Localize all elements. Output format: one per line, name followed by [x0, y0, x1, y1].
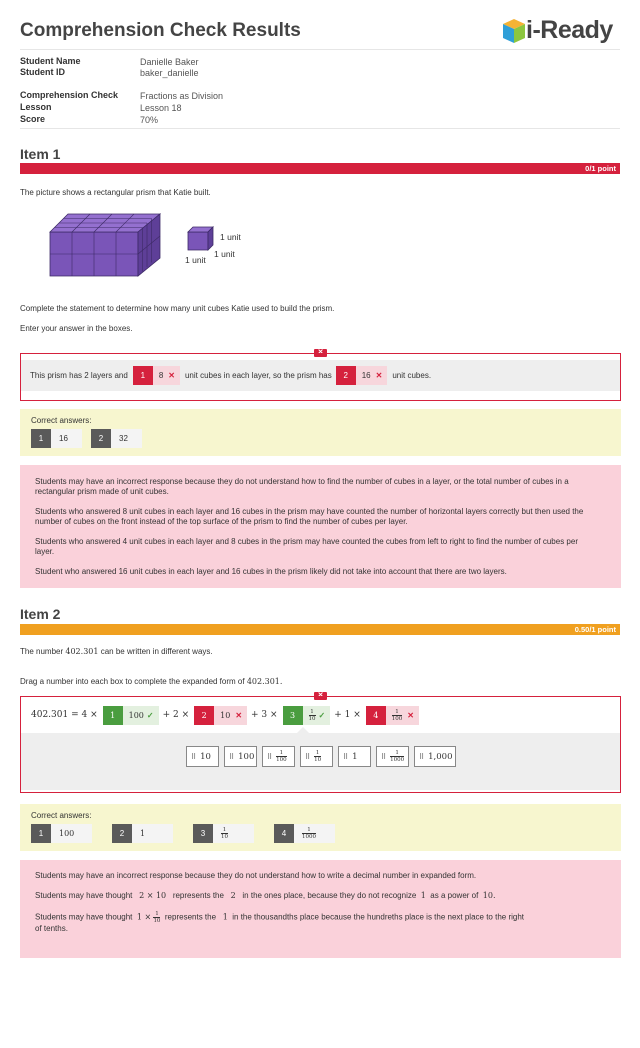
tile-value: 100	[238, 751, 255, 762]
numerator: 1	[395, 708, 399, 715]
numerator: 1	[279, 750, 284, 756]
lesson-value: Lesson 18	[140, 103, 182, 113]
item1-response-box	[20, 353, 621, 401]
drag-tile[interactable]	[224, 746, 257, 767]
correct-check-icon: ✓	[146, 709, 154, 720]
divider	[20, 49, 620, 50]
correct-answer-value	[213, 824, 254, 843]
prompt-text: can be written in different ways.	[100, 647, 213, 656]
fraction	[390, 750, 404, 763]
instruction-text: Drag a number into each box to complete the expanded form of	[20, 677, 245, 686]
grip-icon: ⠿	[267, 752, 272, 761]
item1-prompt: The picture shows a rectangular prism that Katie built.	[20, 188, 211, 197]
answer-box-number: 4	[274, 824, 294, 843]
correct-answers-label: Correct answers:	[31, 811, 92, 820]
answer-box-number: 3	[193, 824, 213, 843]
correct-answer-value: 1	[132, 824, 173, 843]
answer-value: 16	[361, 371, 371, 380]
unit-label-depth: 1 unit	[214, 249, 235, 259]
fraction	[302, 827, 316, 840]
iready-logo	[503, 16, 621, 46]
text: Students may have thought	[35, 912, 133, 922]
explanation-text: Students who answered 8 unit cubes in each layer and 16 cubes in the prism may have counted the number of horizontal layers correctly but then used the number of cubes on the front instead of the top surface of the prism to find the number of cubes per layer.	[35, 507, 584, 526]
drop-box[interactable]	[386, 706, 419, 725]
answer-box-number: 2	[112, 824, 132, 843]
check-value: Fractions as Division	[140, 91, 224, 101]
student-name-value: Danielle Baker	[140, 57, 199, 67]
tile-value: 10	[200, 751, 211, 762]
item2-correct-answers	[20, 804, 621, 851]
text: as a power of	[430, 891, 479, 900]
grip-icon: ⠿	[343, 752, 348, 761]
math: 2	[230, 891, 236, 900]
drag-tile[interactable]	[186, 746, 219, 767]
answer-box-number: 1	[31, 824, 51, 843]
item2-explanation-box	[20, 860, 621, 958]
denominator: 10	[153, 918, 161, 924]
math: 1	[222, 912, 228, 922]
response-text: unit cubes in each layer, so the prism has	[184, 371, 332, 380]
correct-answer-value: 16	[51, 429, 82, 448]
lesson-label: Lesson	[20, 102, 52, 112]
drag-tile[interactable]	[262, 746, 295, 767]
expanded-form-text: 402.301 = 4 ×	[31, 710, 98, 720]
drag-tile[interactable]	[376, 746, 409, 767]
logo-text: i-Ready	[526, 16, 613, 44]
item2-points: 0.50/1 point	[574, 625, 616, 634]
denominator: 100	[391, 715, 403, 722]
numerator: 1	[310, 708, 314, 715]
grip-icon: ⠿	[419, 752, 424, 761]
denominator: 10	[314, 757, 322, 763]
fraction	[221, 827, 228, 840]
score-label: Score	[20, 114, 46, 124]
prompt-math: 402.301	[65, 647, 99, 656]
student-id-label: Student ID	[20, 67, 65, 77]
answer-box-number: 1	[31, 429, 51, 448]
drop-box-number: 3	[283, 706, 303, 725]
expanded-form-text: + 1 ×	[334, 710, 361, 720]
drop-box-number: 1	[103, 706, 123, 725]
math: 1	[420, 891, 426, 900]
unit-label-width: 1 unit	[185, 255, 206, 265]
explanation-text: Students who answered 4 unit cubes in each layer and 8 cubes in the prism may have counted the cubes from left to right to find the number of cubes per layer.	[35, 537, 578, 556]
denominator: 10	[308, 715, 316, 722]
fraction	[309, 709, 316, 722]
incorrect-x-icon: ✕	[168, 371, 175, 380]
expanded-form-text: + 2 ×	[162, 710, 190, 720]
incorrect-x-icon: ✕	[235, 709, 243, 720]
answer-box-number: 2	[91, 429, 111, 448]
response-text: unit cubes.	[392, 371, 432, 380]
text: in the ones place, because they do not recognize	[242, 891, 417, 900]
denominator: 10	[221, 834, 228, 840]
explanation-text: Students may have an incorrect response because they do not understand how to find the number of cubes in a layer, or the total number of cubes in a rectangular prism made of unit cubes.	[35, 477, 569, 496]
correct-check-icon: ✓	[318, 709, 326, 720]
score-value: 70%	[140, 115, 159, 125]
text: represents the	[172, 891, 224, 900]
math: 1 ×	[136, 912, 152, 922]
item1-points: 0/1 point	[585, 164, 616, 173]
item1-title: Item 1	[20, 146, 61, 162]
drag-tile[interactable]	[338, 746, 371, 767]
numerator: 1	[395, 750, 399, 756]
answer-box-number: 1	[133, 366, 153, 385]
drop-box[interactable]	[303, 706, 331, 725]
unit-cube-image	[186, 226, 216, 252]
fraction	[314, 750, 321, 763]
item2-prompt	[20, 647, 213, 656]
incorrect-x-icon: ✕	[375, 371, 383, 380]
correct-answer-value	[294, 824, 335, 843]
grip-icon: ⠿	[305, 752, 310, 761]
tile-value: 1	[352, 751, 358, 762]
item2-title: Item 2	[20, 606, 61, 622]
drop-box[interactable]	[214, 706, 247, 725]
drag-tile[interactable]	[300, 746, 333, 767]
fraction	[276, 750, 287, 763]
text: represents the	[164, 912, 217, 922]
answer-box-number: 2	[336, 366, 356, 385]
student-id-value: baker_danielle	[140, 68, 199, 78]
prompt-text: The number	[20, 647, 64, 656]
drop-box-number: 4	[366, 706, 386, 725]
drop-value: 100	[128, 710, 144, 720]
item1-instruction: Enter your answer in the boxes.	[20, 324, 133, 333]
incorrect-x-icon: ✕	[407, 709, 414, 720]
correct-answer-value: 100	[51, 824, 92, 843]
denominator: 100	[276, 757, 287, 763]
correct-answers-label: Correct answers:	[31, 416, 92, 425]
check-label: Comprehension Check	[20, 90, 119, 100]
numerator: 1	[307, 827, 311, 833]
math: 2 × 10	[139, 891, 167, 900]
tile-tray	[21, 733, 620, 790]
explanation-text: Students may have an incorrect response because they do not understand how to write a decimal number in expanded form.	[35, 871, 477, 880]
item2-instruction	[20, 677, 282, 686]
grip-icon: ⠿	[229, 752, 234, 761]
divider	[20, 128, 620, 129]
answer-input[interactable]	[153, 366, 180, 385]
item1-score-bar	[20, 163, 620, 174]
incorrect-badge-icon: ✕	[314, 692, 327, 700]
denominator: 1000	[302, 834, 316, 840]
fraction	[153, 911, 160, 924]
fraction	[392, 709, 403, 722]
denominator: 1000	[390, 757, 405, 763]
drop-box-number: 2	[194, 706, 214, 725]
incorrect-badge-icon: ✕	[314, 349, 327, 357]
numerator: 1	[222, 827, 227, 833]
expanded-form-text: + 3 ×	[251, 710, 278, 720]
instruction-math: 402.301.	[246, 677, 283, 686]
drop-value: 10	[220, 710, 231, 720]
text: in the thousandths place because the hundreths place is the next place to the right of tenths.	[35, 912, 525, 933]
student-name-label: Student Name	[20, 56, 81, 66]
tile-value: 1,000	[428, 751, 453, 762]
numerator: 1	[155, 911, 159, 917]
cube-logo-icon	[503, 19, 525, 43]
item1-correct-answers	[20, 409, 621, 456]
grip-icon: ⠿	[191, 752, 196, 761]
drop-box[interactable]	[123, 706, 159, 725]
response-text: This prism has 2 layers and	[30, 371, 128, 380]
numerator: 1	[315, 750, 320, 756]
answer-value: 8	[158, 371, 164, 380]
item2-score-bar	[20, 624, 620, 635]
text: Students may have thought	[35, 891, 133, 900]
rectangular-prism-image	[48, 212, 168, 278]
explanation-text	[35, 911, 525, 934]
correct-answer-value: 32	[111, 429, 142, 448]
page-title: Comprehension Check Results	[20, 20, 301, 41]
unit-label-height: 1 unit	[220, 232, 241, 242]
item1-explanation-box	[20, 465, 621, 588]
answer-input[interactable]	[356, 366, 388, 385]
drag-tile[interactable]	[414, 746, 456, 767]
math: 10.	[482, 891, 496, 900]
explanation-text	[35, 891, 585, 901]
explanation-text: Student who answered 16 unit cubes in each layer and 16 cubes in the prism likely did not take into account that there are two layers.	[35, 567, 507, 576]
item2-response-box	[20, 696, 621, 793]
item1-statement: Complete the statement to determine how many unit cubes Katie used to build the prism.	[20, 304, 335, 313]
grip-icon: ⠿	[381, 752, 386, 761]
